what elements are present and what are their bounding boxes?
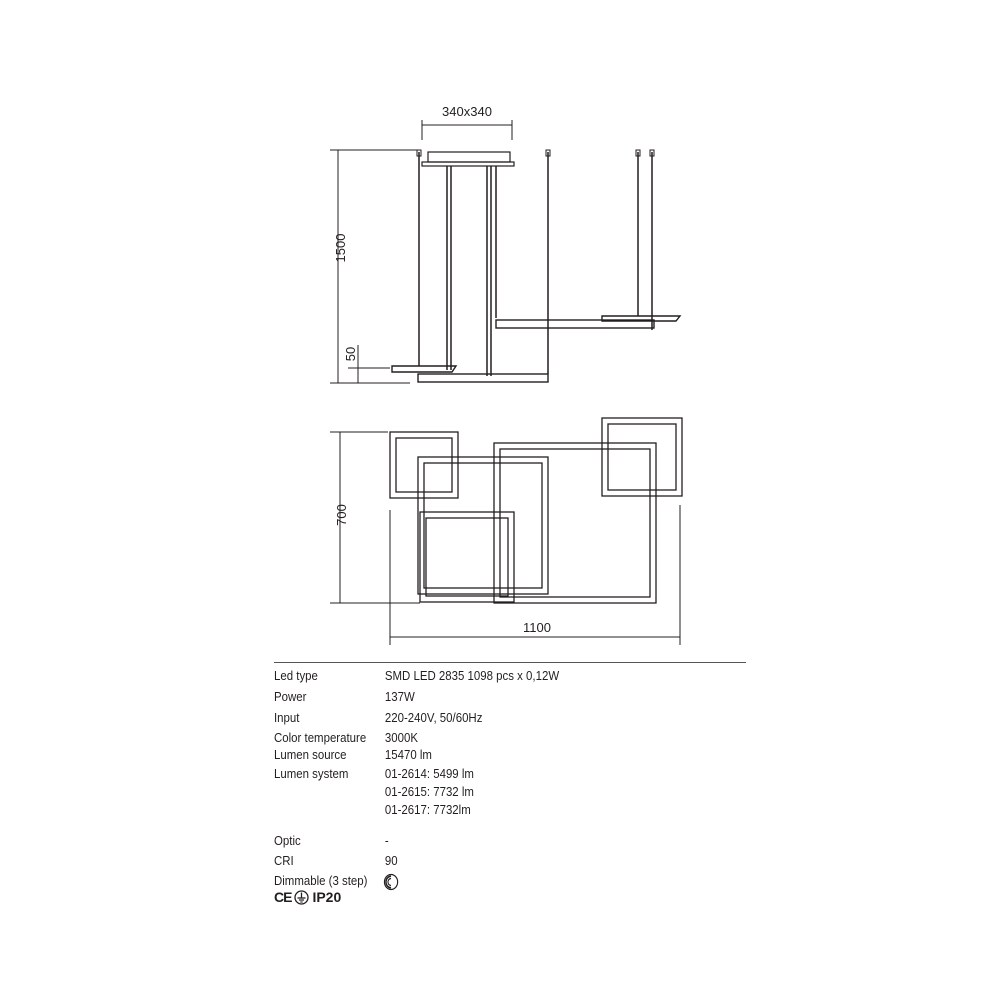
spec-row-led-type <box>274 667 689 685</box>
spec-label: Color temperature <box>274 730 367 745</box>
lumen-system-item: 01-2617: 7732lm <box>384 802 471 817</box>
spec-label: Led type <box>274 668 318 683</box>
ce-mark-icon: CE <box>274 889 292 905</box>
spec-row-color-temperature <box>274 729 689 746</box>
ceiling-canopy <box>422 152 514 166</box>
spec-row-cri <box>274 852 689 870</box>
width-label: 1100 <box>523 620 551 635</box>
spec-label: CRI <box>274 853 294 868</box>
spec-row-dimmable <box>274 872 689 891</box>
spec-value: 220-240V, 50/60Hz <box>384 710 483 725</box>
spec-value: 137W <box>384 689 415 704</box>
spec-value-list <box>385 765 474 819</box>
offset-label: 50 <box>343 346 358 362</box>
top-view-frames <box>390 418 682 603</box>
spec-value: SMD LED 2835 1098 pcs x 0,12W <box>384 668 560 683</box>
lumen-system-item: 01-2614: 5499 lm <box>384 766 474 781</box>
spec-label: Lumen system <box>274 766 349 781</box>
top-width-label: 340x340 <box>442 104 492 119</box>
spec-row-lumen-system <box>274 765 689 819</box>
spec-value: 3000K <box>384 730 418 745</box>
spec-row-optic <box>274 832 689 850</box>
spec-value: - <box>384 833 389 848</box>
top-width-dimension <box>422 120 512 140</box>
suspension-cables <box>419 152 652 376</box>
spec-label: Power <box>274 689 307 704</box>
class-earth-icon <box>294 890 309 905</box>
spec-label: Optic <box>274 833 301 848</box>
spec-value: 90 <box>384 853 398 868</box>
depth-label: 700 <box>334 504 349 526</box>
ip-rating: IP20 <box>312 889 342 905</box>
dimmable-icon <box>383 873 399 891</box>
spec-label: Lumen source <box>274 747 347 762</box>
lumen-system-item: 01-2615: 7732 lm <box>384 784 474 799</box>
spec-value: 15470 lm <box>384 747 432 762</box>
certification-marks <box>274 889 341 905</box>
spec-label: Input <box>274 710 300 725</box>
side-view-frames <box>392 316 680 382</box>
spec-row-lumen-source <box>274 746 689 763</box>
spec-row-power <box>274 688 689 706</box>
cable-end-caps <box>417 150 654 156</box>
height-label: 1500 <box>333 233 348 263</box>
spec-value <box>385 872 399 891</box>
spec-label: Dimmable (3 step) <box>274 873 368 888</box>
specifications-table <box>274 662 746 891</box>
spec-row-input <box>274 709 689 727</box>
